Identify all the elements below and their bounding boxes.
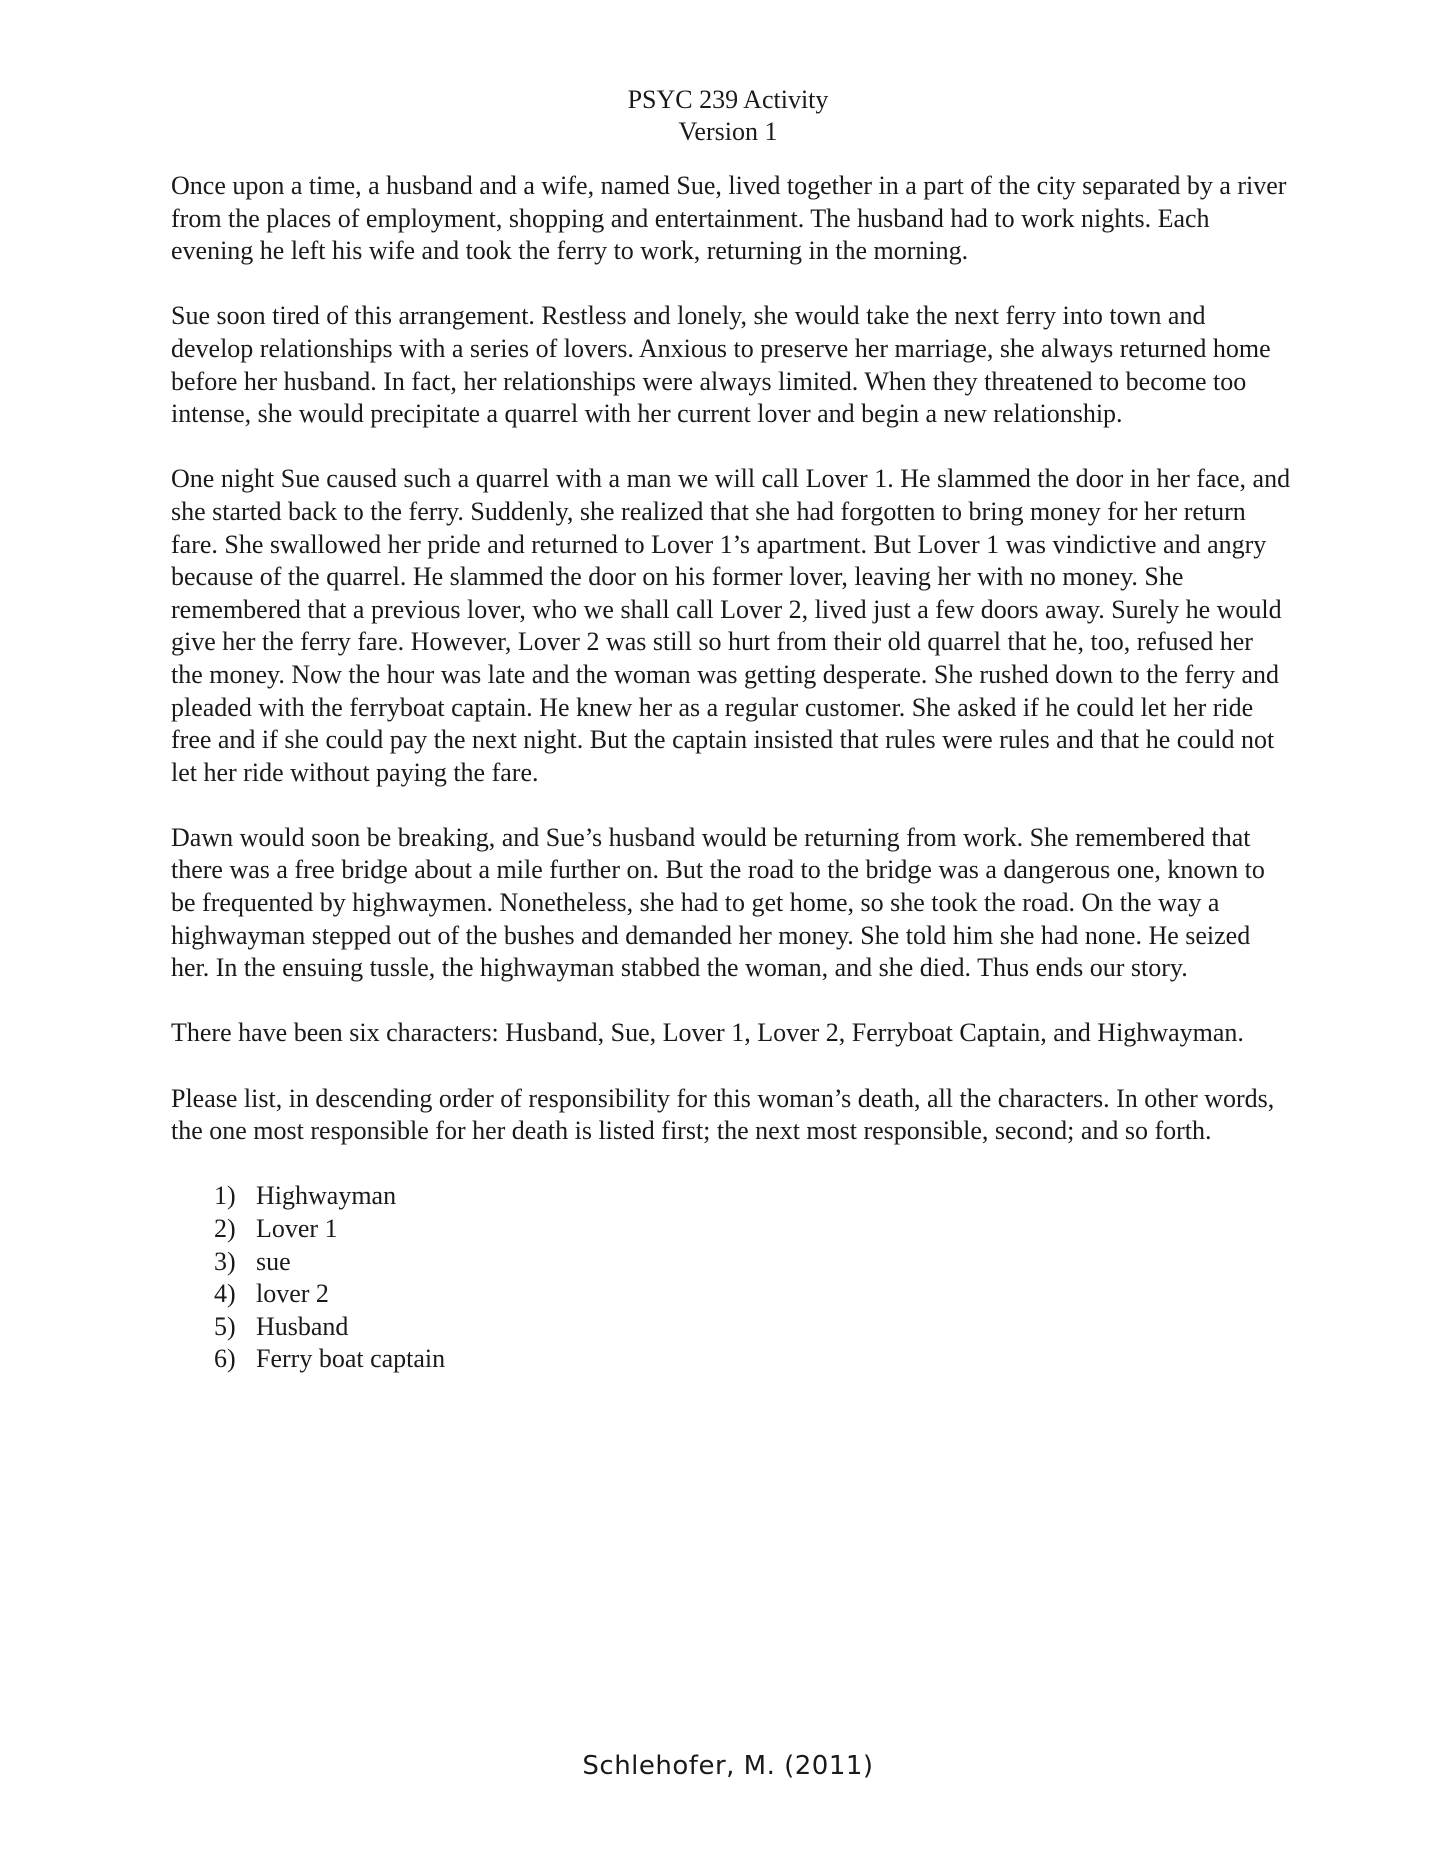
- list-item: [214, 1213, 1291, 1246]
- list-item-number: 3): [214, 1246, 236, 1276]
- list-item: [214, 1180, 1291, 1213]
- list-item-number: 1): [214, 1181, 236, 1211]
- list-item-number: 2): [214, 1214, 236, 1243]
- story-paragraph-1: Once upon a time, a husband and a wife, named Sue, lived together in a part of the city separated by a river from the places of employment, shopping and entertainment. The husband had to work nights. Each evening he left his wife and took the ferry to work, returning in the morning.: [171, 171, 1287, 266]
- list-item-number: 5): [214, 1311, 236, 1341]
- list-item-text: Lover 1: [256, 1214, 338, 1243]
- list-item: [214, 1278, 1291, 1311]
- story-paragraph-3: One night Sue caused such a quarrel with a man we will call Lover 1. He slammed the door in her face, and she started back to the ferry. Suddenly, she realized that she had forgotten to bring money for her return fare. She swallowed her pride and returned to Lover 1’s apartment. But Lover 1 was vindictive and angry because of the quarrel. He slammed the door on his former lover, leaving her with no money. She remembered that a previous lover, who we shall call Lover 2, lived just a few doors away. Surely he would give her the ferry fare. However, Lover 2 was still so hurt from their old quarrel that he, too, refused her the money. Now the hour was late and the woman was getting desperate. She rushed down to the ferry and pleaded with the ferryboat captain. He knew her as a regular customer. She asked if he could let her ride free and if she could pay the next night. But the captain insisted that rules were rules and that he could not let her ride without paying the fare.: [171, 464, 1291, 787]
- list-item-text: sue: [256, 1246, 291, 1276]
- story-paragraph-4: Dawn would soon be breaking, and Sue’s husband would be returning from work. She remembered that there was a free bridge about a mile further on. But the road to the bridge was a dangerous one, known to be frequented by highwaymen. Nonetheless, she had to get home, so she took the road. On the way a highwayman stepped out of the bushes and demanded her money. She told him she had none. He seized her. In the ensuing tussle, the highwayman stabbed the woman, and she died. Thus ends our story.: [171, 822, 1265, 983]
- answer-list: [171, 1180, 1291, 1376]
- document-title: PSYC 239 Activity: [627, 85, 829, 114]
- story-paragraph-2: Sue soon tired of this arrangement. Restless and lonely, she would take the next ferry into town and develop relationships with a series of lovers. Anxious to preserve her marriage, she always returned home before her husband. In fact, her relationships were always limited. When they threatened to become too intense, she would precipitate a quarrel with her current lover and begin a new relationship.: [171, 301, 1271, 429]
- list-item-text: Ferry boat captain: [256, 1344, 446, 1374]
- footer-citation: Schlehofer, M. (2011): [582, 1751, 874, 1781]
- characters-paragraph: There have been six characters: Husband, Sue, Lover 1, Lover 2, Ferryboat Captain, and Highwayman.: [171, 1018, 1244, 1048]
- list-item-text: Husband: [256, 1311, 349, 1341]
- list-item: [214, 1246, 1291, 1279]
- list-item-text: lover 2: [256, 1279, 329, 1309]
- list-item-number: 4): [214, 1279, 236, 1309]
- list-item: [214, 1311, 1291, 1344]
- list-item-text: Highwayman: [256, 1181, 397, 1211]
- document-footer: [0, 1751, 1456, 1781]
- list-item: [214, 1343, 1291, 1376]
- list-item-number: 6): [214, 1344, 236, 1374]
- instructions-paragraph: Please list, in descending order of responsibility for this woman’s death, all the characters. In other words, the one most responsible for her death is listed first; the next most responsible, second; and so forth.: [171, 1083, 1275, 1146]
- document-header: [0, 84, 1456, 148]
- document-body: [171, 170, 1291, 1376]
- document-version: Version 1: [678, 117, 778, 146]
